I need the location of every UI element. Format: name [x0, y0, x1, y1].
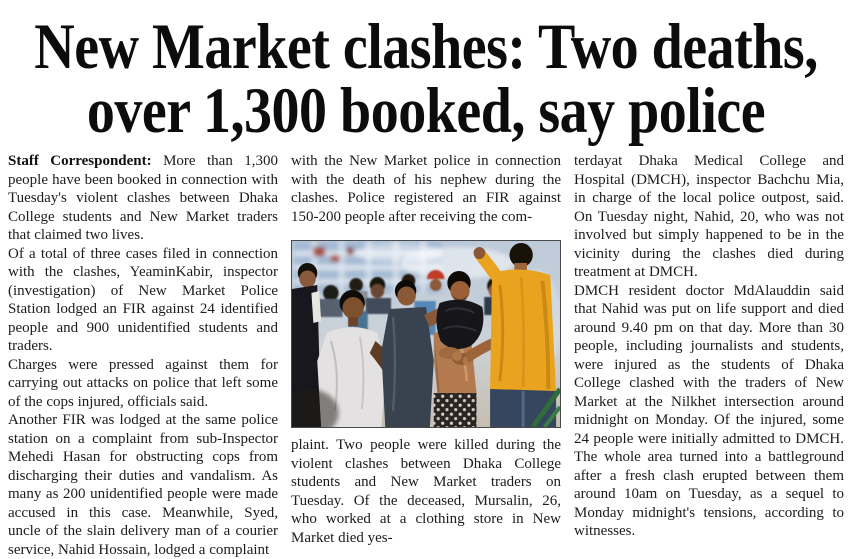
- photo-checkered-pants: [434, 393, 477, 427]
- paragraph-2: Of a total of three cases filed in connection with the clashes, YeaminKabir, inspector (investigation) of New Market Police Station lodged an FIR against 24 identified people and 900 unidentified students and traders.: [8, 245, 278, 354]
- paragraph-1-text: More than 1,300 people have been booked in connection with Tuesday's violent clashes between Dhaka College students and New Market traders that claimed two lives.: [8, 153, 279, 243]
- clash-photo-illustration: [292, 241, 560, 427]
- byline: Staff Correspondent:: [8, 153, 152, 169]
- paragraph-1: [8, 152, 278, 245]
- clash-photo: [291, 240, 561, 428]
- article-body: [8, 152, 844, 559]
- column-2: [291, 152, 561, 559]
- column-3: [574, 152, 844, 559]
- paragraph-5: with the New Market police in connection with the death of his nephew during the clashes. Police registered an FIR against 150-200 people after receiving the com-: [291, 153, 561, 225]
- paragraph-6: plaint. Two people were killed during the violent clashes between Dhaka College students and New Market traders on Tuesday. Of the deceased, Mursalin, 26, who worked at a clothing store in New Market died yes-: [291, 437, 561, 546]
- headline-line-1: New Market clashes: Two deaths,: [34, 11, 818, 84]
- headline: [8, 11, 844, 148]
- paragraph-3: Charges were pressed against them for carrying out attacks on police that left some of the cops injured, officials said.: [8, 356, 278, 410]
- paragraph-7: terdayat Dhaka Medical College and Hospital (DMCH), inspector Bachchu Mia, in charge of the local police outpost, said. On Tuesday night, Nahid, 20, who was not involved but simply happened to be in the vicinity during the clashes died during treatment at DMCH.: [574, 153, 844, 280]
- headline-line-2: over 1,300 booked, say police: [86, 75, 766, 148]
- paragraph-4: Another FIR was lodged at the same police station on a complaint from sub-Inspector Mehedi Hasan for obstructing cops from discharging their duties and vandalism. As many as 200 unidentified people were made accused in this case. Meanwhile, Syed, uncle of the slain delivery man of a courier service, Nahid Hossain, lodged a complaint: [8, 412, 278, 558]
- column-1: [8, 152, 278, 559]
- paragraph-8: DMCH resident doctor MdAlauddin said that Nahid was put on life support and died around 9.40 pm on that day. More than 30 people, including journalists and students, were injured as the students of Dhaka College clashed with the traders of New Market at the Nilkhet intersection around midnight on Monday. Of the injured, some 24 people were initially admitted to DMCH. The whole area turned into a battleground after a fresh clash erupted between them around 10am on Tuesday, as a sequel to Monday midnight's tensions, according to witnesses.: [574, 282, 844, 539]
